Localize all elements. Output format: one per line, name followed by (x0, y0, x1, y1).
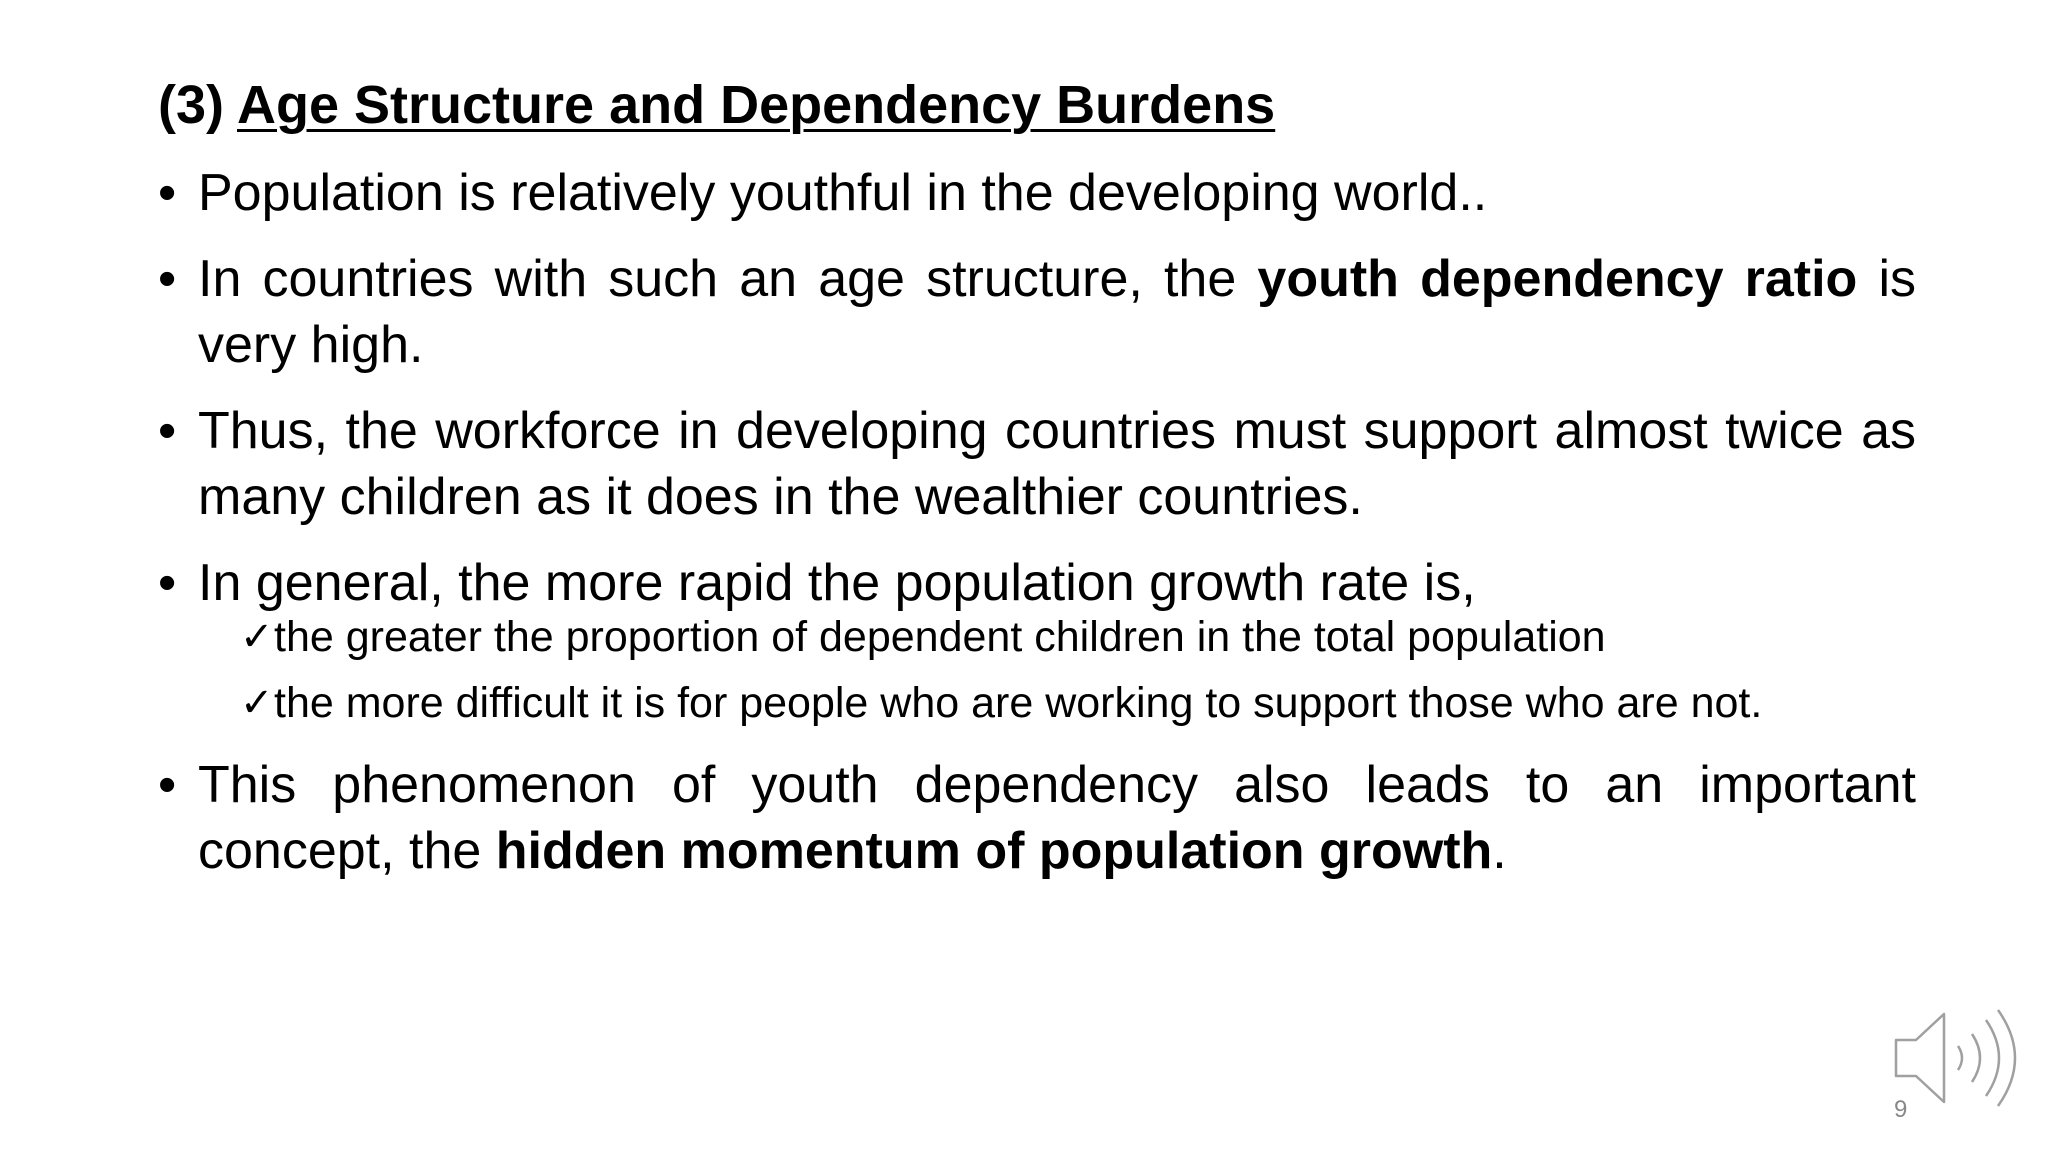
speaker-icon[interactable] (1892, 1008, 2022, 1108)
bullet-item (158, 752, 1916, 884)
bullet-text: In countries with such an age structure, the (198, 250, 1258, 308)
title-prefix: (3) (158, 75, 237, 135)
page-number: 9 (1894, 1096, 1908, 1123)
bullet-item (158, 246, 1916, 378)
bullet-dot: • (158, 250, 177, 308)
bullet-item (158, 398, 1916, 530)
checkmark-icon: ✓ (240, 680, 274, 726)
sub-bullet-text: the greater the proportion of dependent children in the total population (274, 613, 1606, 661)
bullet-text: . (1492, 822, 1507, 880)
bullet-dot: • (158, 164, 177, 222)
bullet-item (158, 550, 1916, 616)
sub-bullet-item (240, 676, 1916, 730)
sub-bullet-item (240, 610, 1916, 664)
sub-bullet-list (158, 610, 1916, 730)
sub-bullet-text: the more difficult it is for people who are working to support those who are not. (274, 679, 1763, 727)
title-text: Age Structure and Dependency Burdens (237, 75, 1276, 135)
bullet-bold-text: hidden momentum of population growth (495, 822, 1493, 880)
bullet-text: is very high. (198, 250, 1917, 374)
bullet-dot: • (158, 554, 177, 612)
bullet-text: Thus, the workforce in developing countries must support almost twice as many children as it does in the wealthier countries. (198, 402, 1916, 526)
bullet-text: This phenomenon of youth dependency also leads to an important concept, the (198, 756, 1916, 880)
bullet-bold-text: youth dependency ratio (1257, 250, 1858, 308)
bullet-dot: • (158, 756, 177, 814)
bullet-dot: • (158, 402, 177, 460)
checkmark-icon: ✓ (240, 614, 274, 660)
bullet-item (158, 160, 1916, 226)
slide-title (158, 72, 1275, 138)
bullet-text: Population is relatively youthful in the developing world.. (198, 164, 1488, 222)
slide-body (158, 160, 1916, 904)
bullet-text: In general, the more rapid the population growth rate is, (198, 554, 1476, 612)
